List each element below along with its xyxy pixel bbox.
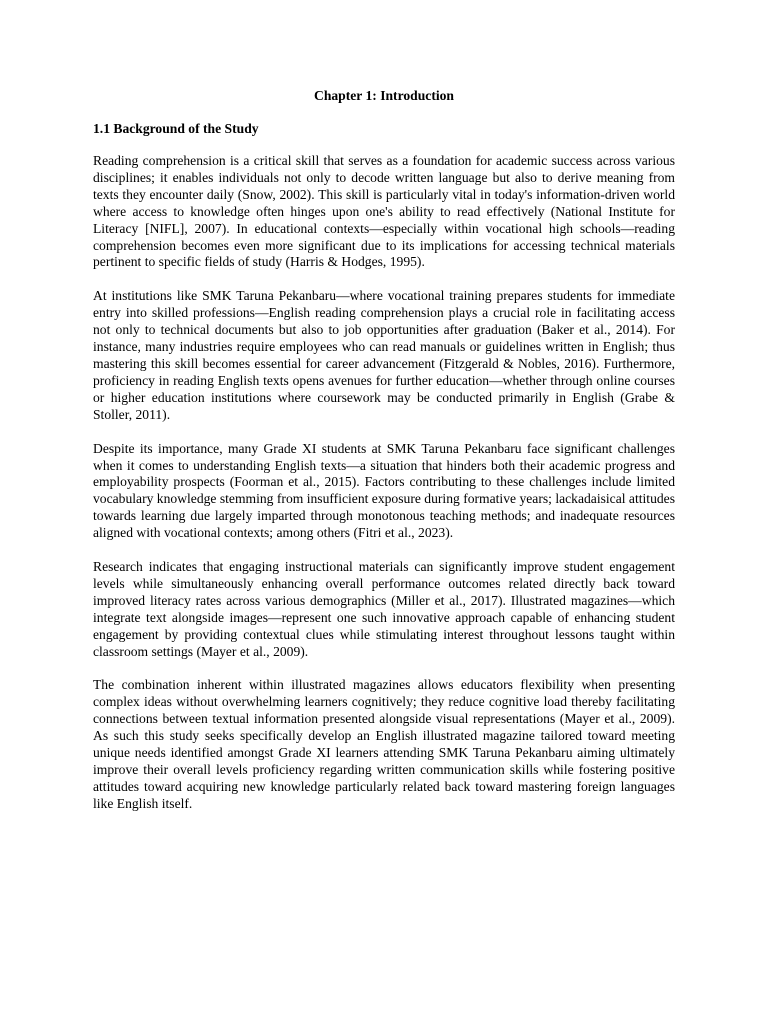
paragraph-5: The combination inherent within illustrated magazines allows educators flexibility when presenting complex ideas without overwhelming learners cognitively; they reduce cognitive load thereby facilitating connections between textual information presented alongside visual representations (Mayer et al., 2009). As such this study seeks specifically develop an English illustrated magazine tailored toward meeting unique needs identified amongst Grade XI learners attending SMK Taruna Pekanbaru aiming ultimately improve their overall levels proficiency regarding written communication skills while fostering positive attitudes toward acquiring new knowledge particularly related back toward mastering foreign languages like English itself. (93, 677, 675, 811)
paragraph-3: Despite its importance, many Grade XI students at SMK Taruna Pekanbaru face significant challenges when it comes to understanding English texts—a situation that hinders both their academic progress and employability prospects (Foorman et al., 2015). Factors contributing to these challenges include limited vocabulary knowledge stemming from insufficient exposure during formative years; lackadaisical attitudes towards learning due largely imparted through monotonous teaching methods; and inadequate resources aligned with vocational contexts; among others (Fitri et al., 2023). (93, 440, 675, 541)
section-heading: 1.1 Background of the Study (93, 121, 259, 136)
chapter-title: Chapter 1: Introduction (314, 88, 454, 103)
paragraph-4: Research indicates that engaging instructional materials can significantly improve student engagement levels while simultaneously enhancing overall performance outcomes related directly back toward improved literacy rates across various demographics (Miller et al., 2017). Illustrated magazines—which integrate text alongside images—represent one such innovative approach capable of enhancing student engagement by providing contextual clues while stimulating interest throughout lessons taught within classroom settings (Mayer et al., 2009). (93, 559, 675, 659)
paragraph-2: At institutions like SMK Taruna Pekanbaru—where vocational training prepares students for immediate entry into skilled professions—English reading comprehension plays a crucial role in facilitating access not only to technical documents but also to job opportunities after graduation (Baker et al., 2014). For instance, many industries require employees who can read manuals or guidelines written in English; thus mastering this skill becomes essential for career advancement (Fitzgerald & Nobles, 2016). Furthermore, proficiency in reading English texts opens avenues for further education—whether through online courses or higher education institutions where coursework may be conducted primarily in English (Grabe & Stoller, 2011). (93, 288, 675, 422)
paragraph-1: Reading comprehension is a critical skill that serves as a foundation for academic success across various disciplines; it enables individuals not only to decode written language but also to derive meaning from texts they encounter daily (Snow, 2002). This skill is particularly vital in today's information-driven world where access to knowledge often hinges upon one's ability to read effectively (National Institute for Literacy [NIFL], 2007). In educational contexts—especially within vocational high schools—reading comprehension becomes even more significant due to its implications for accessing technical materials pertinent to specific fields of study (Harris & Hodges, 1995). (93, 153, 675, 270)
document-body (93, 87, 675, 830)
